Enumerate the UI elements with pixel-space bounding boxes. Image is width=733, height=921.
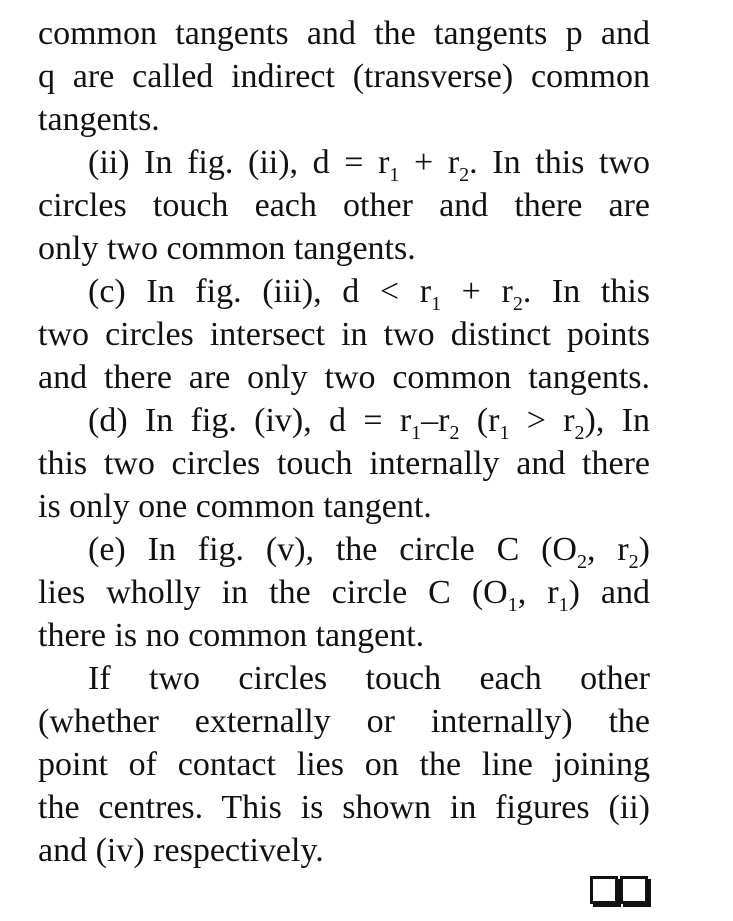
text-line: only two common tangents. xyxy=(38,230,416,267)
square-icon xyxy=(590,876,618,904)
document-body xyxy=(38,12,650,872)
text-line: q are called indirect (transverse) common xyxy=(38,58,650,95)
text-line: (d) In fig. (iv), $d = r_1-r_2$ $(r_1 > r_2)$, In xyxy=(88,402,650,444)
end-of-section-mark-icon xyxy=(590,876,652,902)
square-icon xyxy=(620,876,648,904)
text-line: there is no common tangent. xyxy=(38,617,425,654)
text-line: (e) In fig. (v), the circle C ($O_2$, $r_2$) xyxy=(88,531,650,573)
text-line: (ii) In fig. (ii), $d = r_1 + r_2$. In this two xyxy=(88,144,650,186)
text-line: (whether externally or internally) the xyxy=(38,703,650,740)
text-line: common tangents and the tangents p and xyxy=(38,15,650,52)
text-line: this two circles touch internally and there xyxy=(38,445,650,482)
text-line: (c) In fig. (iii), $d < r_1 + r_2$. In this xyxy=(88,273,651,315)
text-line: and (iv) respectively. xyxy=(38,832,324,869)
text-line: is only one common tangent. xyxy=(38,488,432,525)
text-line: point of contact lies on the line joining xyxy=(38,746,650,783)
text-line: tangents. xyxy=(38,101,160,138)
text-line: the centres. This is shown in figures (ii) xyxy=(38,789,650,826)
text-line: lies wholly in the circle C ($O_1$, $r_1$) and xyxy=(38,574,650,616)
text-line: If two circles touch each other xyxy=(88,660,650,697)
text-line: circles touch each other and there are xyxy=(38,187,650,224)
text-line: and there are only two common tangents. xyxy=(38,359,650,396)
text-line: two circles intersect in two distinct points xyxy=(38,316,650,353)
